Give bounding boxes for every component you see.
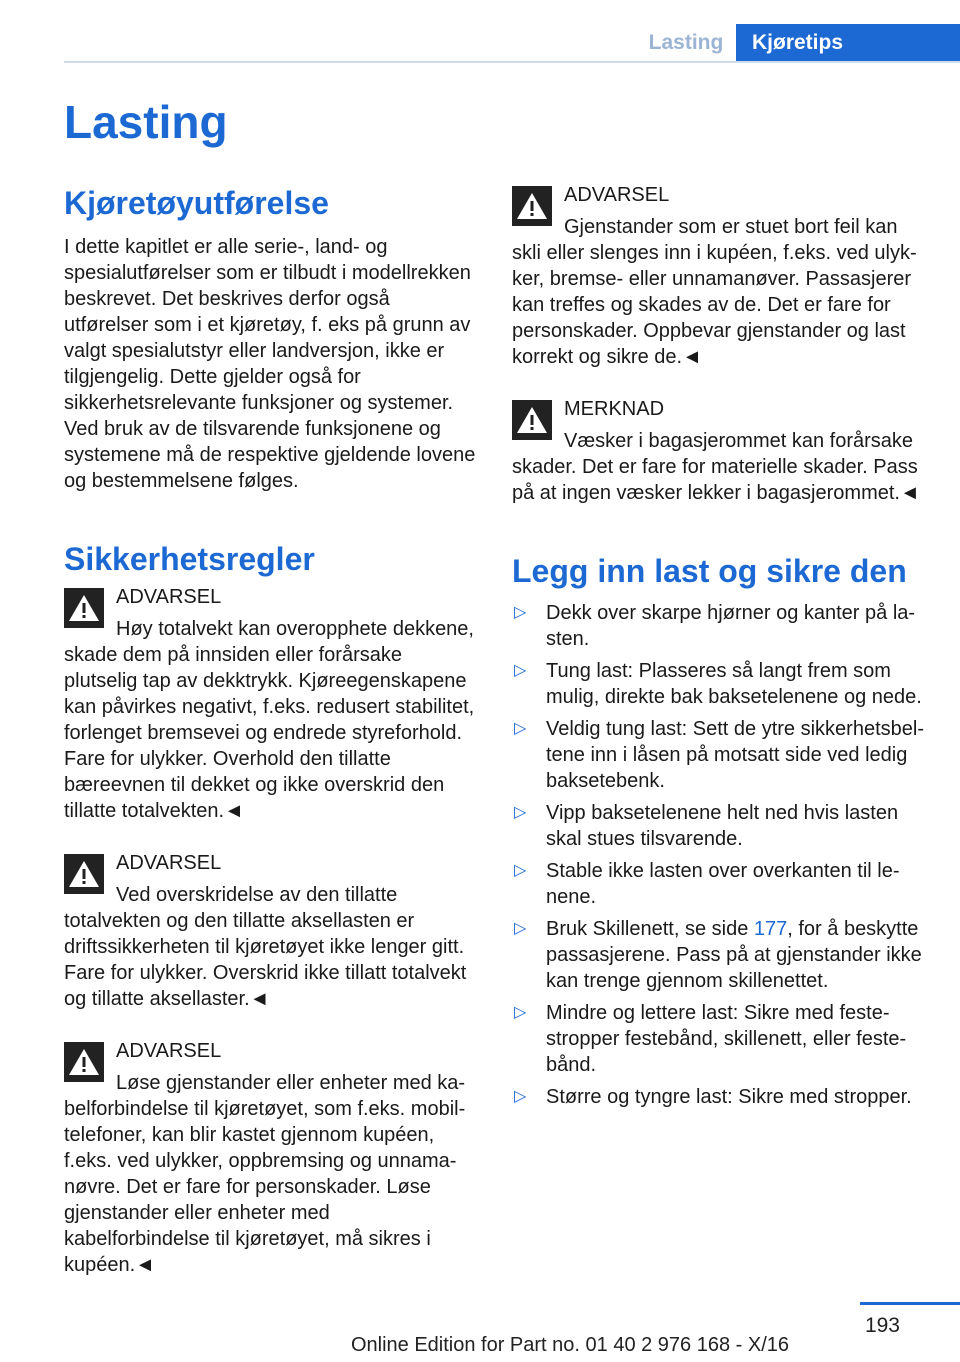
warning-block [64, 850, 478, 1012]
chapter-title: Lasting [64, 96, 228, 148]
list-item-text: Bruk Skillenett, se side [546, 918, 754, 940]
list-item [512, 716, 926, 794]
safety-rules-section [64, 538, 478, 1278]
load-steps-list [512, 600, 926, 1110]
notice-label: MERKNAD [564, 398, 665, 420]
footer-edition [0, 1334, 960, 1357]
warning-block [64, 584, 478, 824]
list-item-text: Vipp baksetelenene helt ned hvis lasten skal stues tilsvarende. [546, 802, 899, 850]
list-item [512, 916, 926, 994]
list-item [512, 1000, 926, 1078]
section-heading-load: Legg inn last og sikre den [512, 553, 907, 589]
bullet-arrow-icon: ▷ [514, 662, 527, 679]
header-chapter-tab: Kjøretips [736, 24, 960, 62]
list-item-text: Mindre og lettere last: Sikre med festestropper festebånd, skillenett, eller festebånd. [546, 1002, 907, 1076]
list-item-text: , for å beskytte passasjerene. Pass på at gjenstander ikke kan trenge gjennom skillenettet. [546, 918, 922, 992]
list-item [512, 858, 926, 910]
footer-accent-rule [860, 1302, 960, 1305]
notice-block [512, 396, 926, 506]
load-section [512, 550, 926, 1110]
warning-label: ADVARSEL [564, 184, 670, 206]
list-item-text: Større og tyngre last: Sikre med stropper. [546, 1086, 912, 1108]
list-item-text: Veldig tung last: Sett de ytre sikkerhetsbeltene inn i låsen på motsatt side ved ledig baksetebenk. [546, 718, 924, 792]
warning-label: ADVARSEL [116, 586, 222, 608]
vehicle-version-text: I dette kapitlet er alle serie-, land- og spesialutførelser som er tilbudt i modellrekken beskrevet. Det beskrives derfor også utførelser som i et kjøretøy, f. eks på grunn av valgt spesialutstyr eller landversjon, ikke er tilgjengelig. Dette gjelder også for sikkerhetsrelevante funksjoner og systemer. Ved bruk av de tilsvarende funksjonene og systemene må de respektive gjeldende lovene og bestemmelsene følges. [64, 236, 476, 492]
bullet-arrow-icon: ▷ [514, 604, 527, 621]
warning-text: Løse gjenstander eller enheter med kabelforbindelse til kjøretøyet, som f.eks. mobiltelefoner, kan blir kastet gjennom kupéen, f.eks. ved ulykker, oppbremsing og unnamanøvre. Det er fare for personskader. Løse gjenstander eller enheter med kabelforbindelse til kjøretøyet, må sikres i kupéen.◄ [64, 1072, 466, 1276]
list-item [512, 1084, 926, 1110]
warning-triangle-icon [64, 1042, 104, 1082]
bullet-arrow-icon: ▷ [514, 1088, 527, 1105]
warning-block [512, 182, 926, 370]
header-divider [64, 61, 960, 63]
bullet-arrow-icon: ▷ [514, 1004, 527, 1021]
bullet-arrow-icon: ▷ [514, 862, 527, 879]
list-item [512, 800, 926, 852]
page-link[interactable]: 177 [753, 918, 788, 940]
warning-text: Ved overskridelse av den tillatte totalvekten og den tillatte aksellasten er driftssikkerheten til kjøretøyet ikke lenger gitt. Fare for ulykker. Overskrid ikke tillatt totalvekt og tillatte aksellaster.◄ [64, 884, 467, 1010]
warning-block [64, 1038, 478, 1278]
list-item [512, 600, 926, 652]
right-column [512, 182, 926, 1116]
footer-edition-text: Online Edition for Part no. 01 40 2 976 168 - X/16 [350, 1334, 790, 1356]
notice-text: Væsker i bagasjerommet kan forårsake skader. Det er fare for materielle skader. Pass på at ingen væsker lekker i bagasjerommet.◄ [512, 430, 920, 504]
bullet-arrow-icon: ▷ [514, 920, 527, 937]
bullet-arrow-icon: ▷ [514, 720, 527, 737]
warning-triangle-icon [64, 588, 104, 628]
left-column [64, 182, 478, 1278]
warning-triangle-icon [64, 854, 104, 894]
warning-text: Gjenstander som er stuet bort feil kan skli eller slenges inn i kupéen, f.eks. ved ulykker, bremse- eller unnamanøver. Passasjerer kan treffes og skades av de. Det er fare for personskader. Oppbevar gjenstander og last korrekt og sikre de.◄ [512, 216, 917, 368]
warning-text: Høy totalvekt kan overopphete dekkene, skade dem på innsiden eller forårsake plutselig tap av dekktrykk. Kjøreegenskapene kan påvirkes negativt, f.eks. redusert stabilitet, forlenget bremsevei og endrede styreforhold. Fare for ulykker. Overhold den tillatte bæreevnen til dekket og ikke overskrid den tillatte totalvekten.◄ [64, 618, 475, 822]
section-heading-safety-rules: Sikkerhetsregler [64, 541, 315, 577]
warning-label: ADVARSEL [116, 1040, 222, 1062]
bullet-arrow-icon: ▷ [514, 804, 527, 821]
section-heading-vehicle-version: Kjøretøyutførelse [64, 185, 329, 221]
list-item [512, 658, 926, 710]
list-item-text: Stable ikke lasten over overkanten til lenene. [546, 860, 900, 908]
header-section-tab: Lasting [648, 31, 724, 54]
warning-triangle-icon [512, 186, 552, 226]
list-item-text: Dekk over skarpe hjørner og kanter på lasten. [546, 602, 916, 650]
page-number: 193 [864, 1314, 900, 1337]
list-item-text: Tung last: Plasseres så langt frem som mulig, direkte bak baksetelenene og nede. [546, 660, 922, 708]
warning-label: ADVARSEL [116, 852, 222, 874]
warning-triangle-icon [512, 400, 552, 440]
